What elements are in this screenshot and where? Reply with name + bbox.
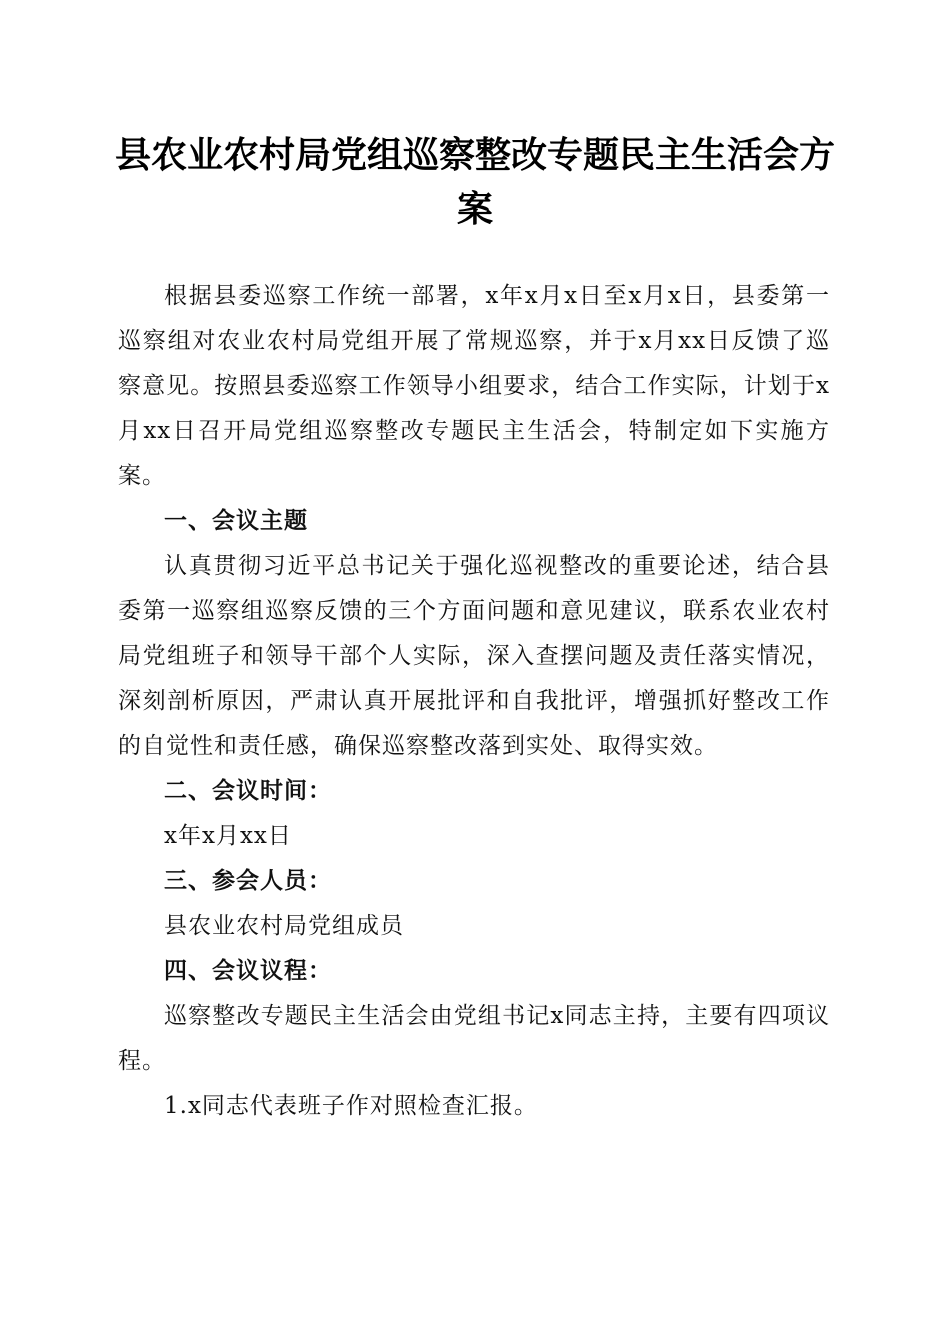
theme-paragraph: 认真贯彻习近平总书记关于强化巡视整改的重要论述，结合县委第一巡察组巡察反馈的三个方面问题和意见建议，联系农业农村局党组班子和领导干部个人实际，深入查摆问题及责任落实情况，深刻剖析原因，严肃认真开展批评和自我批评，增强抓好整改工作的自觉性和责任感，确保巡察整改落到实处、取得实效。 xyxy=(118,553,830,759)
document-title: 县农业农村局党组巡察整改专题民主生活会方案 xyxy=(114,134,835,230)
agenda-item-1: 1.x同志代表班子作对照检查汇报。 xyxy=(164,1093,538,1119)
attendees-paragraph: 县农业农村局党组成员 xyxy=(164,913,404,939)
document-body xyxy=(118,274,830,1129)
agenda-paragraph: 巡察整改专题民主生活会由党组书记x同志主持，主要有四项议程。 xyxy=(118,1003,830,1074)
section-heading-agenda: 四、会议议程： xyxy=(164,958,332,984)
section-heading-time: 二、会议时间： xyxy=(164,778,332,804)
section-heading-attendees: 三、参会人员： xyxy=(164,868,332,894)
time-paragraph: x年x月xx日 xyxy=(164,823,292,849)
intro-paragraph: 根据县委巡察工作统一部署，x年x月x日至x月x日，县委第一巡察组对农业农村局党组开展了常规巡察，并于x月xx日反馈了巡察意见。按照县委巡察工作领导小组要求，结合工作实际，计划于x月xx日召开局党组巡察整改专题民主生活会，特制定如下实施方案。 xyxy=(118,283,830,489)
section-heading-theme: 一、会议主题 xyxy=(164,508,308,534)
